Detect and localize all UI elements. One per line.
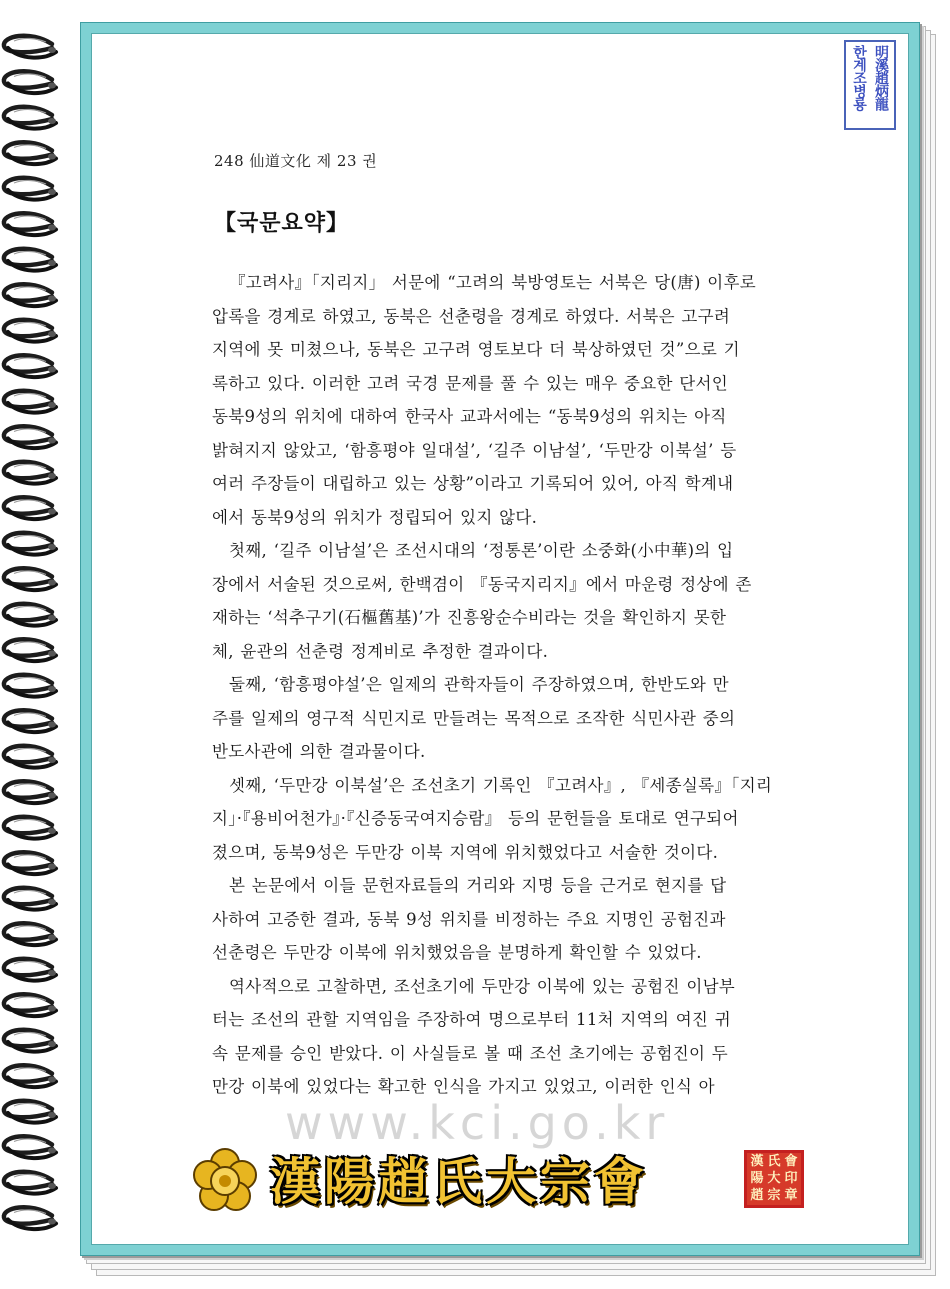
- spiral-ring: [4, 675, 56, 697]
- body-line: 둘째, ‘함흥평야설’은 일제의 관학자들이 주장하였으며, 한반도와 만: [229, 675, 729, 694]
- spiral-ring: [4, 1172, 56, 1194]
- spiral-ring: [4, 1065, 56, 1087]
- spiral-ring: [4, 391, 56, 413]
- spiral-ring: [4, 888, 56, 910]
- body-line: 졌으며, 동북9성은 두만강 이북 지역에 위치했었다고 서술한 것이다.: [212, 842, 719, 862]
- spiral-ring: [4, 568, 56, 590]
- body-line: 록하고 있다. 이러한 고려 국경 문제를 풀 수 있는 매우 중요한 단서인: [212, 373, 728, 393]
- spiral-binding: [0, 30, 62, 1270]
- spiral-ring: [4, 178, 56, 200]
- spiral-ring: [4, 923, 56, 945]
- plum-blossom-emblem-icon: [190, 1146, 260, 1216]
- body-line: 속 문제를 승인 받았다. 이 사실들로 볼 때 조선 초기에는 공험진이 두: [212, 1043, 728, 1063]
- spiral-ring: [4, 604, 56, 626]
- spiral-ring: [4, 710, 56, 732]
- spiral-ring: [4, 462, 56, 484]
- spiral-ring: [4, 746, 56, 768]
- seal-char: 章: [784, 1188, 798, 1203]
- body-line: 체, 윤관의 선춘령 정계비로 추정한 결과이다.: [212, 641, 549, 661]
- spiral-ring: [4, 1101, 56, 1123]
- body-line: 주를 일제의 영구적 식민지로 만들려는 목적으로 조작한 식민사관 중의: [212, 708, 736, 728]
- seal-char: 漢: [750, 1154, 764, 1169]
- spiral-ring: [4, 781, 56, 803]
- red-seal-stamp: [744, 1150, 804, 1208]
- spiral-ring: [4, 817, 56, 839]
- seal-char: 趙: [750, 1188, 764, 1203]
- body-line: 재하는 ‘석추구기(石樞舊基)’가 진흥왕순수비라는 것을 확인하지 못한: [212, 608, 727, 627]
- body-line: 여러 주장들이 대립하고 있는 상황”이라고 기록되어 있어, 아직 학계내: [212, 474, 734, 493]
- spiral-ring: [4, 36, 56, 58]
- spiral-ring: [4, 959, 56, 981]
- spiral-ring: [4, 142, 56, 164]
- seal-char: 大: [767, 1171, 781, 1186]
- body-line: 장에서 서술된 것으로써, 한백겸이 『동국지리지』에서 마운령 정상에 존: [212, 574, 752, 594]
- spiral-ring: [4, 639, 56, 661]
- spiral-ring: [4, 1207, 56, 1229]
- seal-column: 한계조병룡: [851, 45, 867, 110]
- body-line: 밝혀지지 않았고, ‘함흥평야 일대설’, ‘길주 이남설’, ‘두만강 이북설’ 등: [212, 440, 737, 460]
- body-line: 첫째, ‘길주 이남설’은 조선시대의 ‘정통론’이란 소중화(小中華)의 입: [229, 541, 734, 560]
- abstract-body: [212, 266, 772, 1104]
- body-line: 압록을 경계로 하였고, 동북은 선춘령을 경계로 하였다. 서북은 고구려: [212, 306, 731, 326]
- spiral-ring: [4, 426, 56, 448]
- body-line: 본 논문에서 이들 문헌자료들의 거리와 지명 등을 근거로 현지를 답: [229, 876, 727, 895]
- spiral-ring: [4, 284, 56, 306]
- body-line: 『고려사』「지리지」 서문에 “고려의 북방영토는 서북은 당(唐) 이후로: [229, 273, 756, 292]
- spiral-ring: [4, 497, 56, 519]
- seal-char: 宗: [767, 1188, 781, 1203]
- seal-char: 印: [784, 1171, 798, 1186]
- body-line: 에서 동북9성의 위치가 정립되어 있지 않다.: [212, 507, 538, 527]
- spiral-ring: [4, 1030, 56, 1052]
- body-line: 지」·『용비어천가』·『신증동국여지승람』 등의 문헌들을 토대로 연구되어: [212, 809, 739, 828]
- spiral-ring: [4, 533, 56, 555]
- seal-char: 陽: [750, 1171, 764, 1186]
- seal-char: 會: [784, 1154, 798, 1169]
- seal-char: 氏: [767, 1154, 781, 1169]
- watermark: www.kci.go.kr: [285, 1096, 670, 1150]
- spiral-ring: [4, 852, 56, 874]
- spiral-ring: [4, 249, 56, 271]
- author-seal-stamp: [844, 40, 896, 130]
- body-line: 셋째, ‘두만강 이북설’은 조선초기 기록인 『고려사』, 『세종실록』「지리: [229, 775, 773, 795]
- body-line: 지역에 못 미쳤으나, 동북은 고구려 영토보다 더 북상하였던 것”으로 기: [212, 340, 740, 359]
- body-line: 역사적으로 고찰하면, 조선초기에 두만강 이북에 있는 공험진 이남부: [229, 976, 736, 996]
- spiral-ring: [4, 320, 56, 342]
- spiral-ring: [4, 994, 56, 1016]
- spiral-ring: [4, 355, 56, 377]
- body-line: 선춘령은 두만강 이북에 위치했었음을 분명하게 확인할 수 있었다.: [212, 943, 702, 962]
- spiral-ring: [4, 107, 56, 129]
- body-line: 사하여 고증한 결과, 동북 9성 위치를 비정하는 주요 지명인 공험진과: [212, 909, 726, 929]
- seal-column: 明溪趙炳龍: [873, 45, 889, 110]
- clan-association-banner: 漢陽趙氏大宗會: [270, 1152, 648, 1211]
- body-line: 만강 이북에 있었다는 확고한 인식을 가지고 있었고, 이러한 인식 아: [212, 1077, 715, 1096]
- spiral-ring: [4, 213, 56, 235]
- section-title: 【국문요약】: [214, 210, 350, 236]
- spiral-ring: [4, 71, 56, 93]
- body-line: 반도사관에 의한 결과물이다.: [212, 742, 426, 761]
- spiral-ring: [4, 1136, 56, 1158]
- body-line: 동북9성의 위치에 대하여 한국사 교과서에는 “동북9성의 위치는 아직: [212, 407, 727, 426]
- running-head: 248 仙道文化 제 23 권: [214, 152, 378, 170]
- body-line: 터는 조선의 관할 지역임을 주장하여 명으로부터 11처 지역의 여진 귀: [212, 1010, 731, 1029]
